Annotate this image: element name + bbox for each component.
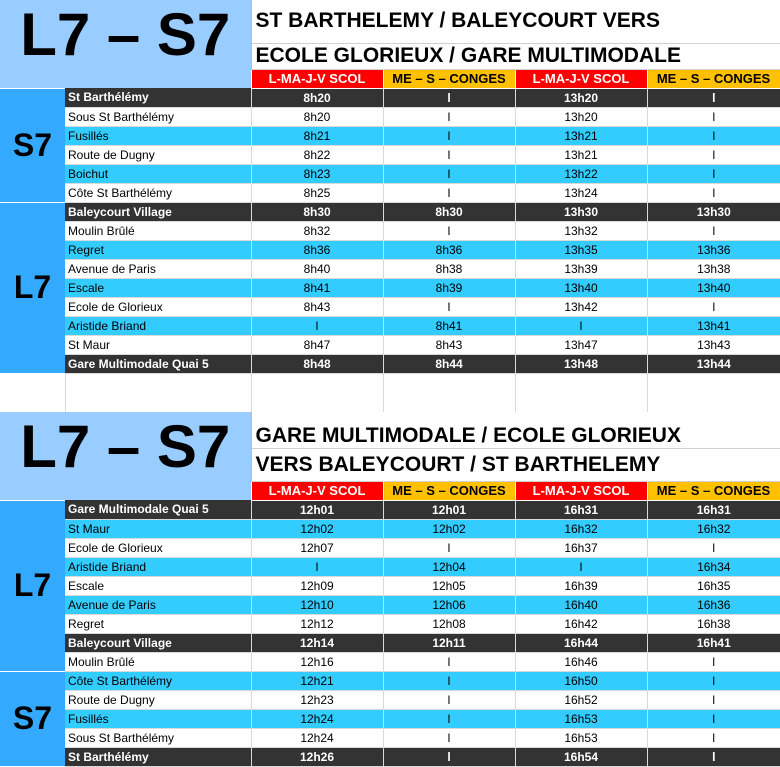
header-holidays: ME – S – CONGES <box>383 69 515 88</box>
departure-time: 16h46 <box>515 652 647 671</box>
direction-title-line-1: GARE MULTIMODALE / ECOLE GLORIEUX <box>251 412 780 449</box>
departure-time: 12h26 <box>251 747 383 766</box>
header-holidays: ME – S – CONGES <box>383 481 515 500</box>
stop-name: St Barthélémy <box>65 747 251 766</box>
stop-row <box>0 538 780 557</box>
departure-time: l <box>647 164 780 183</box>
departure-time: 12h24 <box>251 728 383 747</box>
stop-name: Sous St Barthélémy <box>65 728 251 747</box>
header-school-days: L-MA-J-V SCOL <box>251 481 383 500</box>
departure-time: 8h30 <box>383 202 515 221</box>
departure-time: 13h40 <box>647 278 780 297</box>
departure-time: 8h38 <box>383 259 515 278</box>
departure-time: 16h40 <box>515 595 647 614</box>
header-holidays: ME – S – CONGES <box>647 69 780 88</box>
stop-name: St Barthélémy <box>65 88 251 107</box>
departure-time: 12h08 <box>383 614 515 633</box>
route-title: L7 – S7 <box>0 0 251 69</box>
departure-time: 13h35 <box>515 240 647 259</box>
departure-time: l <box>251 316 383 335</box>
stop-row <box>0 164 780 183</box>
departure-time: l <box>383 88 515 107</box>
stop-row <box>0 557 780 576</box>
departure-time: 8h44 <box>383 354 515 373</box>
stop-row <box>0 500 780 519</box>
stop-name: Route de Dugny <box>65 690 251 709</box>
stop-row <box>0 183 780 202</box>
departure-time: 12h14 <box>251 633 383 652</box>
departure-time: l <box>647 88 780 107</box>
departure-time: 12h12 <box>251 614 383 633</box>
departure-time: 16h44 <box>515 633 647 652</box>
header-blank <box>0 481 251 500</box>
departure-time: l <box>383 126 515 145</box>
departure-time: 8h41 <box>383 316 515 335</box>
departure-time: 8h25 <box>251 183 383 202</box>
departure-time: 16h32 <box>647 519 780 538</box>
departure-time: 8h40 <box>251 259 383 278</box>
departure-time: l <box>383 297 515 316</box>
departure-time: 8h41 <box>251 278 383 297</box>
departure-time: 16h41 <box>647 633 780 652</box>
departure-time: 13h21 <box>515 126 647 145</box>
departure-time: 12h23 <box>251 690 383 709</box>
departure-time: l <box>647 728 780 747</box>
stop-row <box>0 126 780 145</box>
departure-time: 13h24 <box>515 183 647 202</box>
departure-time: l <box>515 557 647 576</box>
departure-time: l <box>383 690 515 709</box>
departure-time: l <box>383 709 515 728</box>
departure-time: l <box>647 709 780 728</box>
stop-row <box>0 107 780 126</box>
departure-time: 8h30 <box>251 202 383 221</box>
stop-row <box>0 259 780 278</box>
departure-time: 16h36 <box>647 595 780 614</box>
stop-name: Sous St Barthélémy <box>65 107 251 126</box>
stop-name: Baleycourt Village <box>65 633 251 652</box>
departure-time: l <box>647 183 780 202</box>
departure-time: 8h48 <box>251 354 383 373</box>
departure-time: 16h42 <box>515 614 647 633</box>
departure-time: 12h07 <box>251 538 383 557</box>
direction-title-line-2: ECOLE GLORIEUX / GARE MULTIMODALE <box>251 43 780 69</box>
stop-name: Fusillés <box>65 709 251 728</box>
stop-row <box>0 728 780 747</box>
stop-row <box>0 671 780 690</box>
departure-time: 12h16 <box>251 652 383 671</box>
departure-time: l <box>647 145 780 164</box>
stop-row <box>0 576 780 595</box>
departure-time: 13h36 <box>647 240 780 259</box>
line-label: L7 <box>0 202 65 373</box>
departure-time: 13h22 <box>515 164 647 183</box>
departure-time: 16h31 <box>515 500 647 519</box>
departure-time: 16h54 <box>515 747 647 766</box>
departure-time: l <box>515 316 647 335</box>
stop-row <box>0 652 780 671</box>
departure-time: 12h01 <box>383 500 515 519</box>
stop-name: Gare Multimodale Quai 5 <box>65 354 251 373</box>
departure-time: l <box>647 747 780 766</box>
departure-time: 13h38 <box>647 259 780 278</box>
stop-name: Avenue de Paris <box>65 259 251 278</box>
departure-time: 16h34 <box>647 557 780 576</box>
departure-time: l <box>383 652 515 671</box>
departure-time: 12h24 <box>251 709 383 728</box>
line-label: S7 <box>0 671 65 766</box>
departure-time: l <box>383 183 515 202</box>
departure-time: 12h21 <box>251 671 383 690</box>
header-school-days: L-MA-J-V SCOL <box>251 69 383 88</box>
departure-time: 13h32 <box>515 221 647 240</box>
stop-row <box>0 614 780 633</box>
stop-name: Aristide Briand <box>65 557 251 576</box>
stop-row <box>0 709 780 728</box>
departure-time: 13h39 <box>515 259 647 278</box>
stop-name: Côte St Barthélémy <box>65 183 251 202</box>
departure-time: l <box>383 107 515 126</box>
departure-time: l <box>647 671 780 690</box>
header-blank <box>0 69 251 88</box>
departure-time: 16h39 <box>515 576 647 595</box>
stop-name: Moulin Brûlé <box>65 652 251 671</box>
departure-time: l <box>383 221 515 240</box>
departure-time: l <box>647 107 780 126</box>
departure-time: 13h30 <box>647 202 780 221</box>
stop-row <box>0 690 780 709</box>
stop-row <box>0 221 780 240</box>
departure-time: l <box>383 145 515 164</box>
stop-row <box>0 145 780 164</box>
line-label: L7 <box>0 500 65 671</box>
header-school-days: L-MA-J-V SCOL <box>515 481 647 500</box>
stop-row <box>0 88 780 107</box>
departure-time: 16h52 <box>515 690 647 709</box>
departure-time: l <box>383 164 515 183</box>
departure-time: 16h53 <box>515 709 647 728</box>
departure-time: 13h41 <box>647 316 780 335</box>
stop-row <box>0 202 780 221</box>
stop-name: Fusillés <box>65 126 251 145</box>
direction-title-line-2: VERS BALEYCOURT / ST BARTHELEMY <box>251 449 780 481</box>
stop-name: Escale <box>65 576 251 595</box>
departure-time: 16h32 <box>515 519 647 538</box>
departure-time: l <box>383 747 515 766</box>
stop-name: Côte St Barthélémy <box>65 671 251 690</box>
departure-time: 16h35 <box>647 576 780 595</box>
departure-time: 13h42 <box>515 297 647 316</box>
departure-time: 12h09 <box>251 576 383 595</box>
departure-time: 13h20 <box>515 107 647 126</box>
stop-name: Ecole de Glorieux <box>65 297 251 316</box>
stop-name: Moulin Brûlé <box>65 221 251 240</box>
timetable-return <box>0 412 780 767</box>
stop-row <box>0 354 780 373</box>
departure-time: 13h40 <box>515 278 647 297</box>
stop-row <box>0 519 780 538</box>
stop-row <box>0 747 780 766</box>
stop-row <box>0 335 780 354</box>
departure-time: l <box>647 221 780 240</box>
departure-time: 12h04 <box>383 557 515 576</box>
stop-name: Baleycourt Village <box>65 202 251 221</box>
departure-time: 12h11 <box>383 633 515 652</box>
departure-time: 8h23 <box>251 164 383 183</box>
stop-name: Avenue de Paris <box>65 595 251 614</box>
departure-time: l <box>383 728 515 747</box>
stop-name: Gare Multimodale Quai 5 <box>65 500 251 519</box>
stop-name: Boichut <box>65 164 251 183</box>
departure-time: 13h21 <box>515 145 647 164</box>
departure-time: l <box>647 126 780 145</box>
departure-time: 8h20 <box>251 88 383 107</box>
stop-row <box>0 240 780 259</box>
departure-time: l <box>647 652 780 671</box>
departure-time: 13h30 <box>515 202 647 221</box>
departure-time: 13h47 <box>515 335 647 354</box>
departure-time: 8h22 <box>251 145 383 164</box>
departure-time: 8h20 <box>251 107 383 126</box>
stop-row <box>0 633 780 652</box>
departure-time: 12h02 <box>251 519 383 538</box>
departure-time: 12h02 <box>383 519 515 538</box>
departure-time: 13h20 <box>515 88 647 107</box>
stop-name: Regret <box>65 240 251 259</box>
departure-time: 8h43 <box>251 297 383 316</box>
departure-time: 8h39 <box>383 278 515 297</box>
stop-name: Aristide Briand <box>65 316 251 335</box>
departure-time: 12h01 <box>251 500 383 519</box>
stop-name: Escale <box>65 278 251 297</box>
header-holidays: ME – S – CONGES <box>647 481 780 500</box>
departure-time: l <box>647 538 780 557</box>
departure-time: 12h05 <box>383 576 515 595</box>
departure-time: 13h48 <box>515 354 647 373</box>
departure-time: l <box>383 538 515 557</box>
stop-row <box>0 595 780 614</box>
departure-time: 8h47 <box>251 335 383 354</box>
departure-time: 13h44 <box>647 354 780 373</box>
stop-name: Ecole de Glorieux <box>65 538 251 557</box>
header-school-days: L-MA-J-V SCOL <box>515 69 647 88</box>
departure-time: 12h06 <box>383 595 515 614</box>
departure-time: 16h53 <box>515 728 647 747</box>
departure-time: 8h36 <box>383 240 515 259</box>
departure-time: 8h36 <box>251 240 383 259</box>
departure-time: 16h31 <box>647 500 780 519</box>
departure-time: 8h32 <box>251 221 383 240</box>
stop-name: Route de Dugny <box>65 145 251 164</box>
departure-time: 16h50 <box>515 671 647 690</box>
departure-time: l <box>647 297 780 316</box>
stop-name: St Maur <box>65 519 251 538</box>
departure-time: 8h43 <box>383 335 515 354</box>
stop-row <box>0 316 780 335</box>
stop-row <box>0 297 780 316</box>
stop-row <box>0 278 780 297</box>
direction-title-line-1: ST BARTHELEMY / BALEYCOURT VERS <box>251 0 780 43</box>
departure-time: 12h10 <box>251 595 383 614</box>
departure-time: 16h38 <box>647 614 780 633</box>
departure-time: l <box>647 690 780 709</box>
departure-time: l <box>383 671 515 690</box>
departure-time: 8h21 <box>251 126 383 145</box>
departure-time: 16h37 <box>515 538 647 557</box>
stop-name: St Maur <box>65 335 251 354</box>
line-label: S7 <box>0 88 65 202</box>
departure-time: l <box>251 557 383 576</box>
route-title: L7 – S7 <box>0 412 251 481</box>
departure-time: 13h43 <box>647 335 780 354</box>
stop-name: Regret <box>65 614 251 633</box>
